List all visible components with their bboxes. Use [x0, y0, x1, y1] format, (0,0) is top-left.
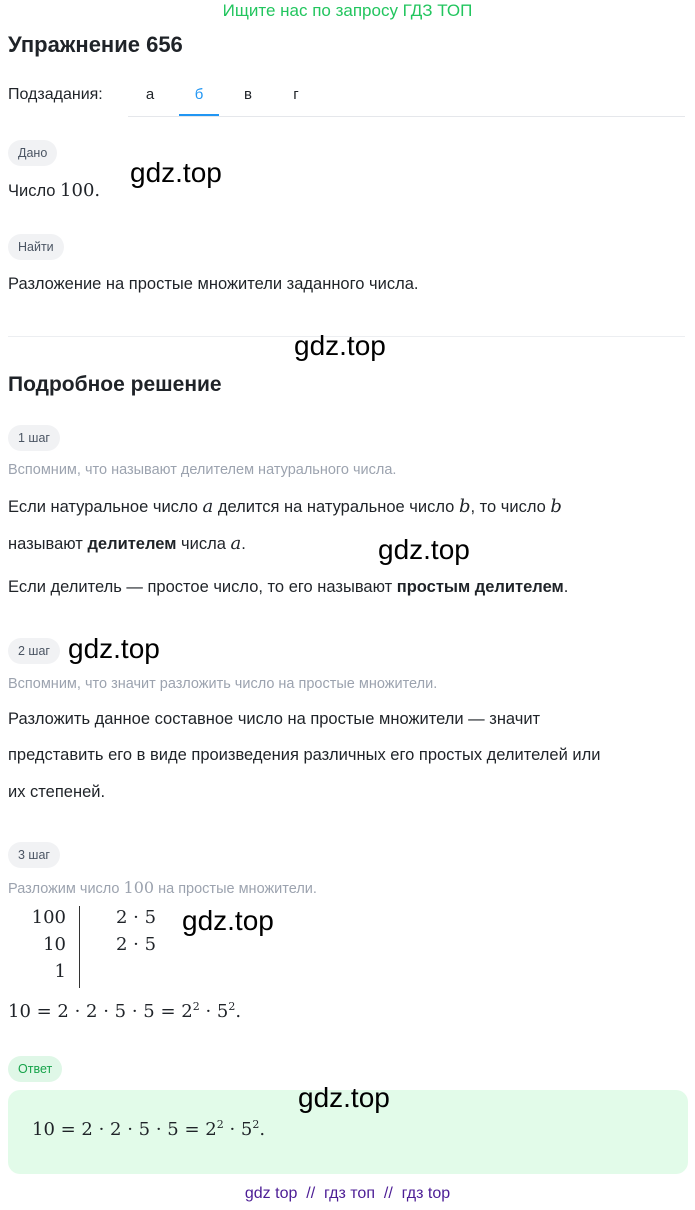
find-badge: Найти	[8, 234, 64, 260]
division-left-2: 10	[43, 934, 66, 955]
step3-badge: 3 шаг	[8, 842, 60, 868]
page-title: Упражнение 656	[8, 32, 183, 57]
footer-links: gdz top // гдз топ // гдз top	[244, 1185, 451, 1202]
answer-badge: Ответ	[8, 1056, 62, 1082]
watermark: gdz.top	[294, 330, 386, 361]
division-table	[8, 906, 188, 990]
subtasks-label: Подзадания:	[8, 86, 103, 103]
tab-g[interactable]: г	[293, 86, 299, 103]
step2-line3: их степеней.	[8, 783, 106, 801]
tab-a[interactable]: а	[145, 86, 155, 103]
step1-hint: Вспомним, что называют делителем натурального числа.	[8, 462, 397, 478]
answer-formula: $10 = 2 \cdot 2 \cdot 5 \cdot 5 = 2^2 \cdot 5^2$.	[32, 1118, 266, 1140]
solution-title: Подробное решение	[8, 373, 222, 396]
step1-line1: Если натуральное число a делится на натуральное число b, то число b	[8, 496, 562, 517]
division-left-3: 1	[54, 961, 66, 982]
watermark: gdz.top	[378, 534, 470, 565]
watermark: gdz.top	[68, 633, 160, 664]
step2-hint: Вспомним, что значит разложить число на простые множители.	[8, 676, 438, 692]
find-text: Разложение на простые множители заданного числа.	[8, 275, 419, 293]
division-line	[79, 906, 80, 988]
tab-v[interactable]: в	[244, 86, 252, 103]
division-right-1: 2 · 5	[116, 907, 157, 928]
subtask-tabs	[128, 78, 685, 117]
watermark: gdz.top	[130, 157, 222, 188]
step3-result: $10 = 2 \cdot 2 \cdot 5 \cdot 5 = 2^2 \cdot 5^2$.	[8, 1000, 242, 1022]
given-badge: Дано	[8, 140, 57, 166]
step1-badge: 1 шаг	[8, 425, 60, 451]
step1-line3: Если делитель — простое число, то его называют простым делителем.	[8, 578, 569, 596]
division-left-1: 100	[31, 907, 66, 928]
division-right-2: 2 · 5	[116, 934, 157, 955]
given-text: Число 100.	[8, 180, 101, 201]
step1-line2: называют делителем числа a.	[8, 533, 246, 554]
watermark: gdz.top	[182, 905, 274, 936]
search-banner: Ищите нас по запросу ГДЗ ТОП	[222, 1, 473, 20]
step2-line1: Разложить данное составное число на простые множители — значит	[8, 710, 541, 728]
step3-hint: Разложим число 100 на простые множители.	[8, 878, 317, 897]
step2-badge: 2 шаг	[8, 638, 60, 664]
step2-line2: представить его в виде произведения различных его простых делителей или	[8, 746, 601, 764]
tab-b[interactable]: б	[179, 78, 219, 116]
watermark: gdz.top	[298, 1082, 390, 1113]
